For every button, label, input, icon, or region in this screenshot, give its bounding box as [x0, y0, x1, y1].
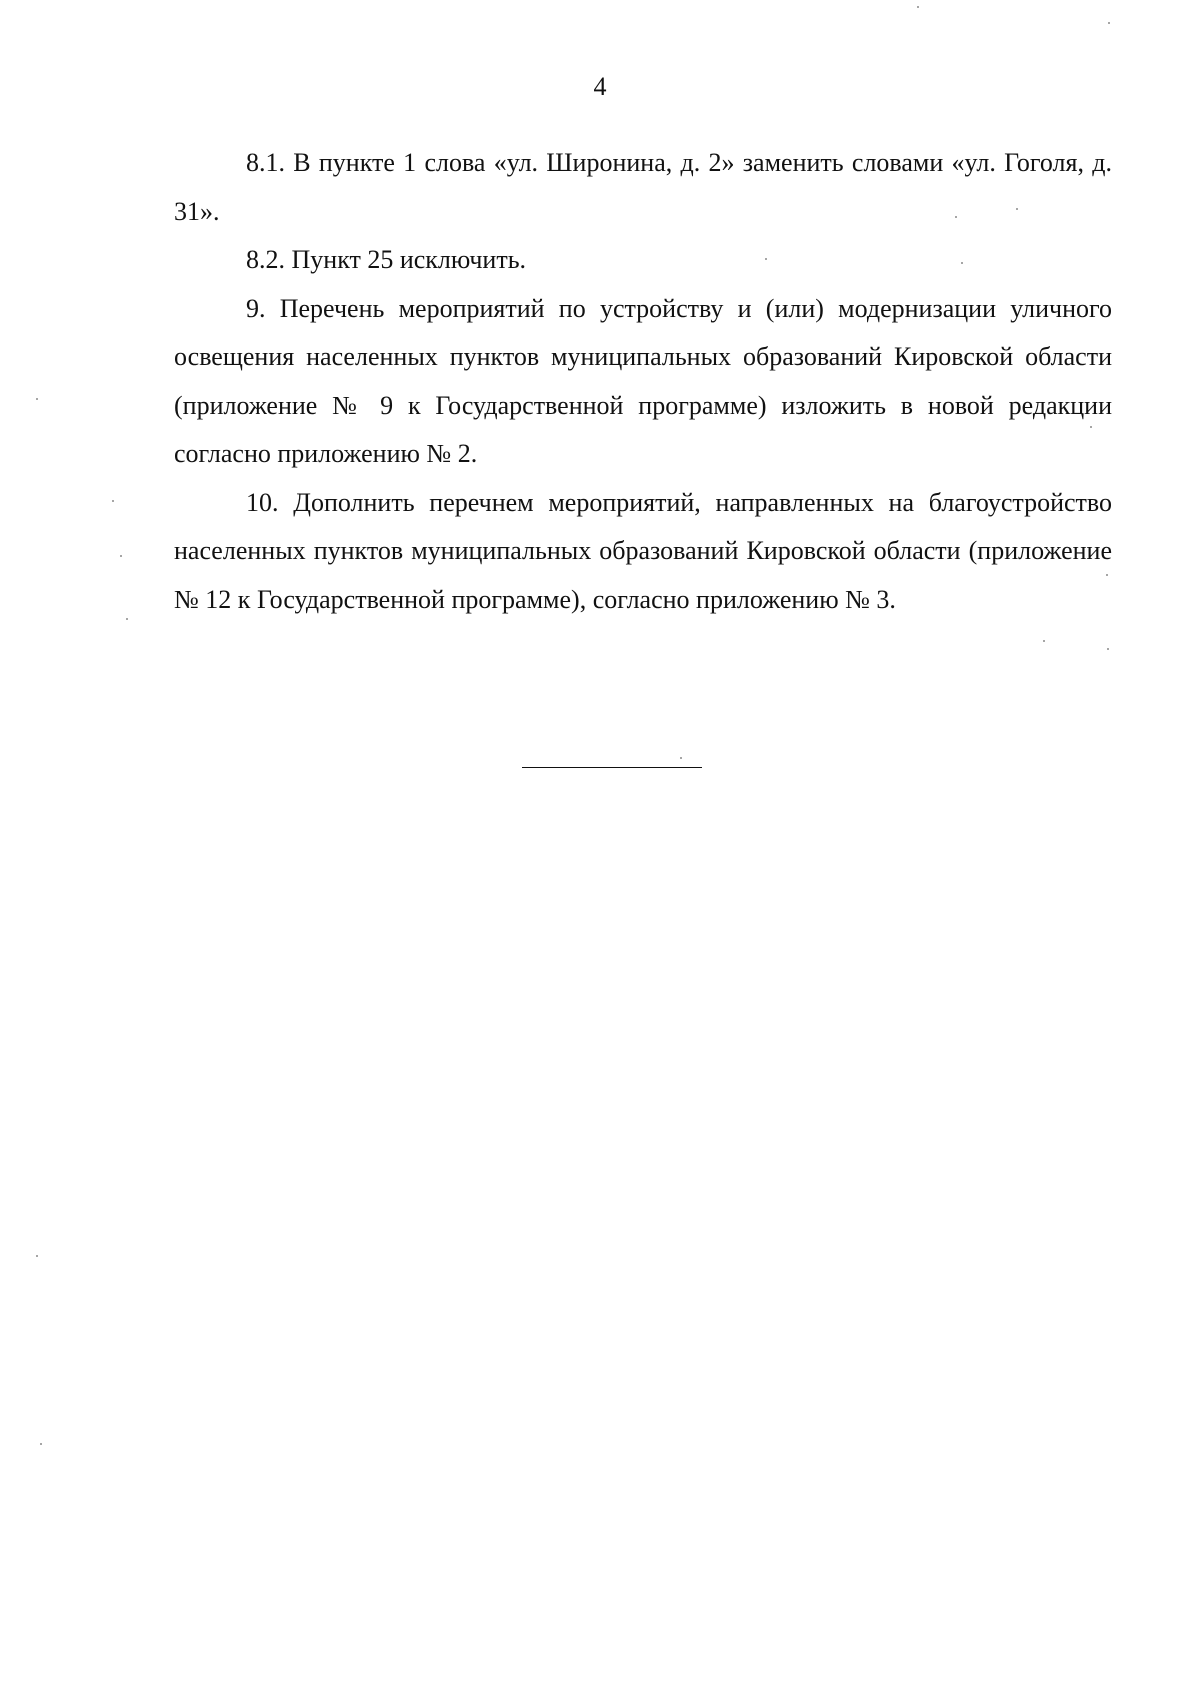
scan-speck — [1090, 426, 1092, 428]
scan-speck — [1107, 648, 1109, 650]
end-divider-line — [522, 767, 702, 768]
paragraph-9: 9. Перечень мероприятий по устройству и (или) модернизации уличного освещения населенных пунктов муниципальных образований Кировской области (приложение № 9 к Государственной программе) изложить в новой редакции согласно приложению № 2. — [174, 293, 1112, 468]
scan-speck — [36, 398, 38, 400]
scan-speck — [1016, 208, 1018, 210]
scan-speck — [1108, 22, 1110, 24]
scan-speck — [112, 500, 114, 502]
document-body — [174, 139, 1112, 624]
scan-speck — [765, 258, 767, 260]
scan-speck — [1043, 640, 1045, 642]
scan-speck — [126, 618, 128, 620]
scan-speck — [955, 216, 957, 218]
scan-speck — [40, 1443, 42, 1445]
paragraph-10: 10. Дополнить перечнем мероприятий, направленных на благоустройство населенных пунктов муниципальных образований Кировской области (приложение № 12 к Государственной программе), согласно приложению № 3. — [174, 487, 1112, 614]
paragraph-8-1: 8.1. В пункте 1 слова «ул. Широнина, д. 2» заменить словами «ул. Гоголя, д. 31». — [174, 148, 1112, 226]
page-number: 4 — [593, 72, 607, 101]
scan-speck — [917, 6, 919, 8]
scan-speck — [120, 555, 122, 557]
scan-speck — [961, 262, 963, 264]
scan-speck — [680, 757, 682, 759]
paragraph-8-2: 8.2. Пункт 25 исключить. — [246, 245, 527, 274]
scan-speck — [36, 1255, 38, 1257]
scan-speck — [1106, 574, 1108, 576]
